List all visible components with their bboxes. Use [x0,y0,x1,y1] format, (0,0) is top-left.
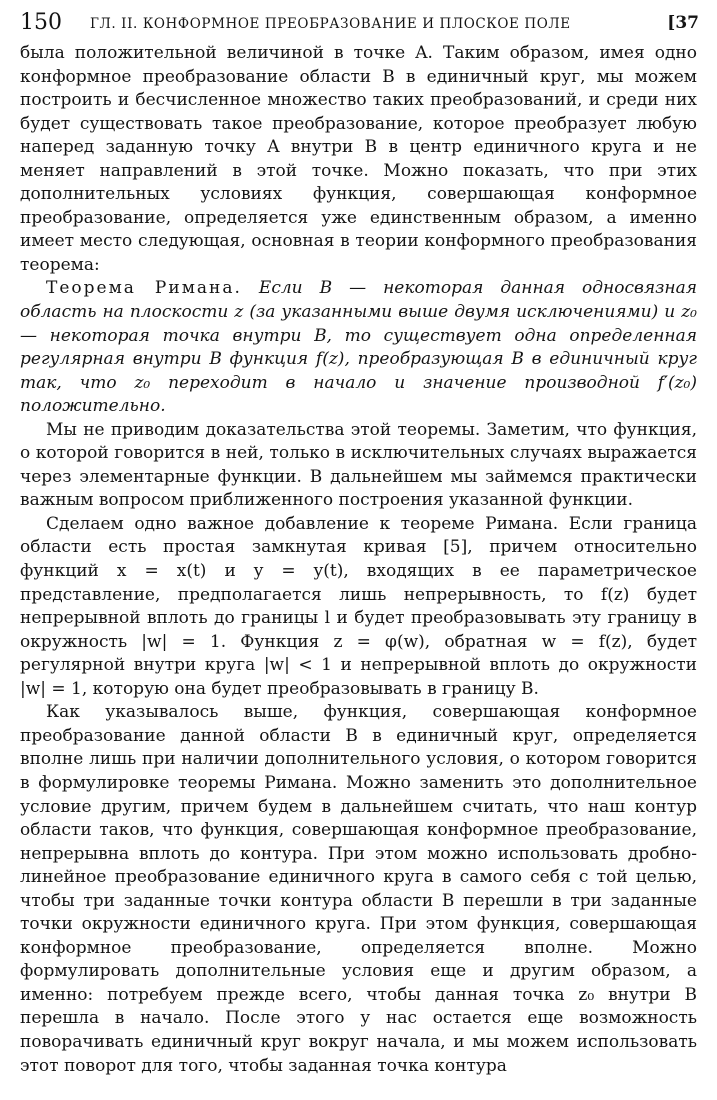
body-text [20,42,697,1078]
theorem-statement: Если B — некоторая данная односвязная область на плоскости z (за указанными выше двумя исключениями) и z₀ — некоторая точка внутри B, то существует одна определенная регулярная внутри B функция f(z), преобразующая B в единичный круг так, что z₀ переходит в начало и значение производной f′(z₀) положительно. [20,278,697,417]
paragraph: Как указывалось выше, функция, совершающая конформное преобразование данной области B в единичный круг, определяется вполне лишь при наличии дополнительного условия, о котором говорится в формулировке теоремы Римана. Можно заменить это дополнительное условие другим, причем будем в дальнейшем считать, что наш контур области таков, что функция, совершающая конформное преобразование, непрерывна вплоть до контура. При этом можно использовать дробно-линейное преобразование единичного круга в самого себя с той целью, чтобы три заданные точки контура области B перешли в три заданные точки окружности единичного круга. При этом функция, совершающая конформное преобразование, определяется вполне. Можно формулировать дополнительные условия еще и другим образом, а именно: потребуем прежде всего, чтобы данная точка z₀ внутри B перешла в начало. После этого у нас остается еще возможность поворачивать единичный круг вокруг начала, и мы можем использовать этот поворот для того, чтобы заданная точка контура [20,702,697,1076]
running-head: ГЛ. II. КОНФОРМНОЕ ПРЕОБРАЗОВАНИЕ И ПЛОСКОЕ ПОЛЕ [90,16,571,32]
theorem-paragraph [20,277,697,418]
book-page [20,10,697,1078]
page-header [20,10,697,42]
page-number: 150 [20,10,62,35]
paragraph: Сделаем одно важное добавление к теореме Римана. Если граница области есть простая замкнутая кривая [5], причем относительно функций x = x(t) и y = y(t), входящих в ее параметрическое представление, предполагается лишь непрерывность, то f(z) будет непрерывной вплоть до границы l и будет преобразовывать эту границу в окружность |w| = 1. Функция z = φ(w), обратная w = f(z), будет регулярной внутри круга |w| < 1 и непрерывной вплоть до окружности |w| = 1, которую она будет преобразовывать в границу B. [20,513,697,699]
paragraph: была положительной величиной в точке A. Таким образом, имея одно конформное преобразование области B в единичный круг, мы можем построить и бесчисленное множество таких преобразований, и среди них будет существовать такое преобразование, которое преобразует любую наперед заданную точку A внутри B в центр единичного круга и не меняет направлений в этой точке. Можно показать, что при этих дополнительных условиях функция, совершающая конформное преобразование, определяется уже единственным образом, а именно имеет место следующая, основная в теории конформного преобразования теорема: [20,43,697,275]
section-number: [37 [667,13,699,33]
paragraph: Мы не приводим доказательства этой теоремы. Заметим, что функция, о которой говорится в ней, только в исключительных случаях выражается через элементарные функции. В дальнейшем мы займемся практически важным вопросом приближенного построения указанной функции. [20,419,697,511]
theorem-label: Теорема Римана. [46,278,242,299]
